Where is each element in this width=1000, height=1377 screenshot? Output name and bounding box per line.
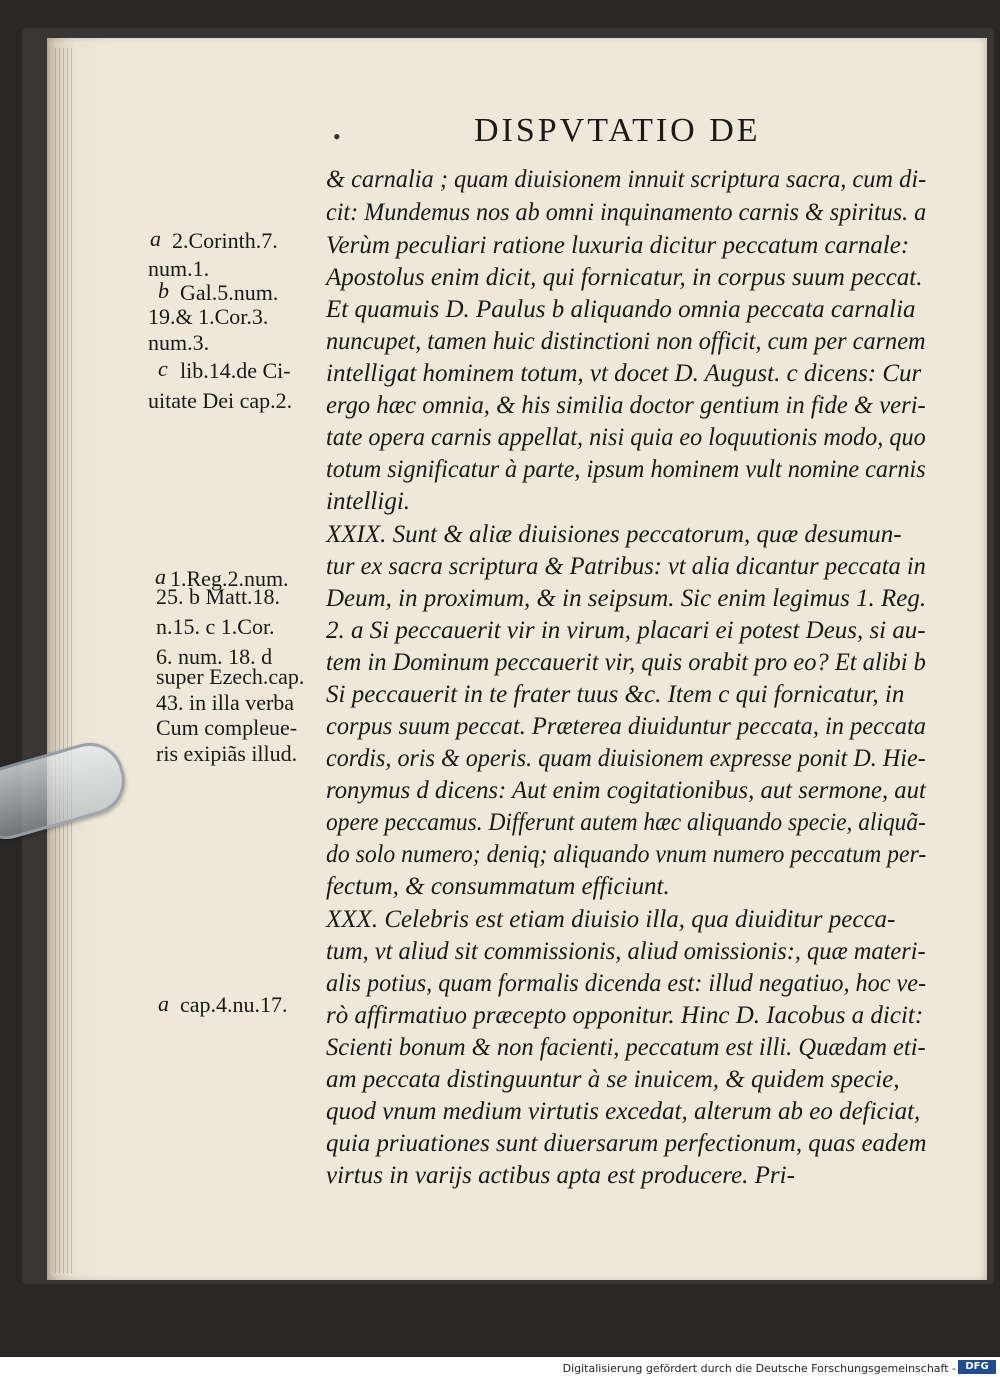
body-line: rò affirmatiuo præcepto opponitur. Hinc D. Iacobus a dicit: [326, 1002, 924, 1029]
body-line: & carnalia ; quam diuisionem innuit scriptura sacra, cum di- [326, 166, 927, 193]
running-header: DISPVTATIO DE [474, 112, 761, 149]
body-line: intelligi. [326, 488, 411, 515]
body-line: Et quamuis D. Paulus b aliquando omnia peccata carnalia [326, 296, 916, 323]
header-dot: • [333, 124, 341, 149]
body-line: opere peccamus. Differunt autem hæc aliquando specie, aliquã- [326, 809, 926, 836]
body-line: virtus in varijs actibus apta est producere. Pri- [326, 1162, 795, 1189]
funding-credit: Digitalisierung gefördert durch die Deutsche Forschungsgemeinschaft - [562, 1362, 956, 1375]
margin-note-line: 2.Corinth.7. [172, 228, 278, 253]
body-line: XXIX. Sunt & aliæ diuisiones peccatorum, quæ desumun- [326, 521, 902, 548]
margin-note-line: lib.14.de Ci- [180, 358, 291, 383]
margin-note-line: super Ezech.cap. [156, 664, 305, 689]
margin-note-line: uitate Dei cap.2. [148, 388, 293, 413]
margin-note-line: 6. num. 18. d [156, 644, 273, 669]
margin-note-line: num.3. [148, 330, 210, 355]
body-line: intelligat hominem totum, vt docet D. August. c dicens: Cur [326, 360, 922, 387]
body-line: Si peccauerit in te frater tuus &c. Item c qui fornicatur, in [326, 681, 905, 708]
page-edges [55, 48, 75, 1273]
margin-note-line: 25. b Matt.18. [156, 584, 281, 609]
body-line: alis potius, quam formalis dicenda est: illud negatiuo, hoc ve- [326, 970, 927, 997]
body-line: Apostolus enim dicit, qui fornicatur, in corpus suum peccat. [326, 264, 923, 291]
margin-note-line: num.1. [148, 256, 210, 281]
dfg-logo: DFG [958, 1360, 996, 1374]
body-line: Verùm peculiari ratione luxuria dicitur peccatum carnale: [326, 232, 910, 259]
body-line: tur ex sacra scriptura & Patribus: vt alia dicantur peccata in [326, 553, 926, 580]
body-line: cit: Mundemus nos ab omni inquinamento carnis & spiritus. a [326, 199, 927, 226]
margin-note-mark: a [150, 226, 161, 251]
margin-note-line: 19.& 1.Cor.3. [148, 304, 269, 329]
margin-note-line: ris exipiãs illud. [156, 741, 298, 766]
body-line: tem in Dominum peccauerit vir, quis orabit pro eo? Et alibi b [326, 649, 926, 676]
body-line: totum significatur à parte, ipsum hominem vult nomine carnis [326, 456, 926, 483]
body-line: ergo hæc omnia, & his similia doctor gentium in fide & veri- [326, 392, 926, 419]
margin-note-line: Cum compleue- [156, 715, 298, 740]
margin-note-mark: b [158, 278, 169, 303]
body-line: corpus suum peccat. Præterea diuiduntur peccata, in peccata [326, 713, 926, 740]
body-line: fectum, & consummatum efficiunt. [326, 873, 670, 900]
body-line: ronymus d dicens: Aut enim cogitationibus, aut sermone, aut [326, 777, 926, 804]
body-line: Scienti bonum & non facienti, peccatum est illi. Quædam eti- [326, 1034, 926, 1061]
body-line: XXX. Celebris est etiam diuisio illa, qua diuiditur pecca- [326, 906, 896, 933]
body-line: cordis, oris & operis. quam diuisionem expresse ponit D. Hie- [326, 745, 926, 772]
margin-note-line: 1.Reg.2.num. [170, 566, 289, 591]
body-line: nuncupet, tamen huic distinctioni non officit, cum per carnem [326, 328, 926, 355]
margin-note-line: cap.4.nu.17. [180, 992, 288, 1017]
body-line: tate opera carnis appellat, nisi quia eo loquutionis modo, quo [326, 424, 926, 451]
margin-note-line: Gal.5.num. [180, 280, 279, 305]
body-line: quod vnum medium virtutis excedat, alterum ab eo deficiat, [326, 1098, 921, 1125]
body-line: 2. a Si peccauerit vir in virum, placari ei potest Deus, si au- [326, 617, 926, 644]
body-line: quia priuationes sunt diuersarum perfectionum, quas eadem [326, 1130, 927, 1157]
margin-note-mark: a [158, 991, 169, 1016]
margin-note-mark: a [155, 564, 166, 589]
body-line: tum, vt aliud sit commissionis, aliud omissionis:, quæ materi- [326, 938, 926, 965]
body-line: do solo numero; deniq; aliquando vnum numero peccatum per- [326, 841, 927, 868]
body-line: am peccata distinguuntur à se inuicem, & quidem specie, [326, 1066, 900, 1093]
margin-note-line: 43. in illa verba [156, 690, 295, 715]
body-line: Deum, in proximum, & in seipsum. Sic enim legimus 1. Reg. [326, 585, 927, 612]
margin-note-mark: c [158, 356, 168, 381]
margin-note-line: n.15. c 1.Cor. [156, 614, 275, 639]
